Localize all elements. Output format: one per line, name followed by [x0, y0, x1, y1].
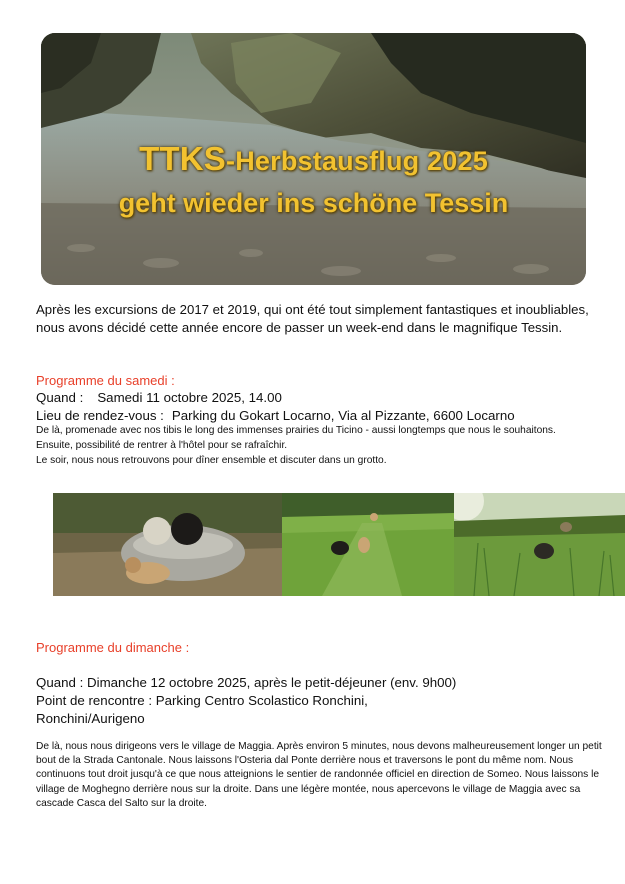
sunday-meeting-place: Ronchini/Aurigeno	[36, 711, 145, 726]
banner-subtitle: geht wieder ins schöne Tessin	[118, 188, 509, 218]
saturday-detail-3: Le soir, nous nous retrouvons pour dîner ensemble et discuter dans un grotto.	[36, 455, 387, 466]
saturday-when: Quand : Samedi 11 octobre 2025, 14.00	[36, 390, 282, 405]
meadow-path-photo	[282, 493, 454, 596]
photo-strip	[53, 493, 625, 596]
sunday-meeting-point: Point de rencontre : Parking Centro Scolastico Ronchini,	[36, 693, 368, 708]
saturday-meeting-point: Lieu de rendez-vous : Parking du Gokart Locarno, Via al Pizzante, 6600 Locarno	[36, 408, 515, 423]
tall-grass-photo	[454, 493, 625, 596]
saturday-heading: Programme du samedi :	[36, 373, 175, 388]
header-banner	[41, 33, 586, 285]
intro-paragraph: Après les excursions de 2017 et 2019, qui ont été tout simplement fantastiques et inoubliables, nous avons décidé cette année encore de passer un week-end dans le magnifique Tessin.	[36, 302, 589, 335]
sunday-when: Quand : Dimanche 12 octobre 2025, après le petit-déjeuner (env. 9h00)	[36, 675, 457, 690]
sunday-heading: Programme du dimanche :	[36, 640, 190, 655]
dogs-on-rock-photo	[53, 493, 283, 596]
saturday-detail-2: Ensuite, possibilité de rentrer à l'hôtel pour se rafraîchir.	[36, 440, 288, 451]
saturday-detail-1: De là, promenade avec nos tibis le long des immenses prairies du Ticino - aussi longtemps que nous le souhaitons.	[36, 425, 556, 436]
banner-title: TTKS-Herbstausflug 2025	[139, 140, 488, 177]
sunday-detail: De là, nous nous dirigeons vers le village de Maggia. Après environ 5 minutes, nous devons malheureusement longer un petit bout de la Strada Cantonale. Nous laissons l'Osteria dal Ponte derrière nous et traversons le pont du même nom. Nous continuons tout droit jusqu'à ce que nous atteignions le sentier de randonnée officiel en direction de Someo. Nous laissons le village de Moghegno derrière nous sur la droite. Dans une légère montée, nous apercevons le village de Maggia avec sa cascade Casca del Salto sur la droite.	[36, 741, 602, 809]
